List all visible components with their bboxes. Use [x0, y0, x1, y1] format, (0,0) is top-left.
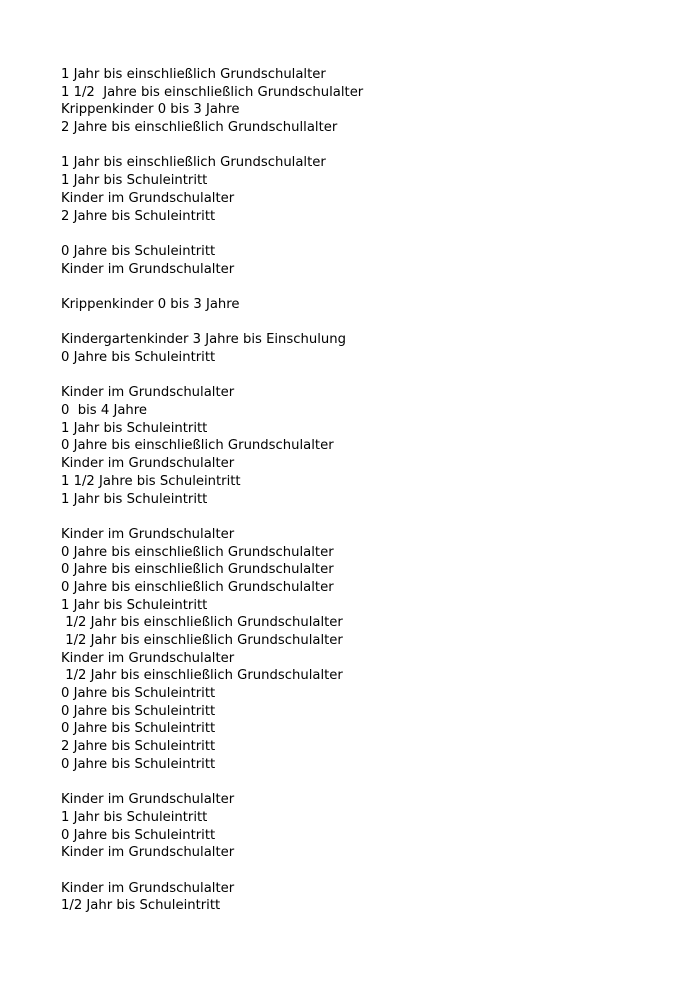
blank-line [61, 508, 661, 526]
document-text-body [61, 66, 661, 915]
text-line: 1 Jahr bis einschließlich Grundschulalter [61, 67, 326, 82]
text-line: 1 1/2 Jahre bis Schuleintritt [61, 473, 241, 489]
text-line: 1/2 Jahr bis einschließlich Grundschulalter [61, 633, 343, 648]
text-line: 1 Jahr bis Schuleintritt [61, 491, 208, 507]
text-line: 0 Jahre bis Schuleintritt [61, 721, 216, 737]
text-line: Krippenkinder 0 bis 3 Jahre [61, 102, 240, 118]
text-line: 2 Jahre bis Schuleintritt [61, 739, 216, 755]
text-line: 1/2 Jahr bis einschließlich Grundschulalter [61, 615, 343, 631]
text-line: 0 Jahre bis einschließlich Grundschulalter [61, 562, 334, 578]
text-line: Kinder im Grundschulalter [61, 526, 235, 542]
text-line: 0 Jahre bis Schuleintritt [61, 703, 216, 719]
text-line: 0 Jahre bis Schuleintritt [61, 756, 216, 772]
text-line: Kinder im Grundschulalter [61, 792, 235, 808]
text-line: Kinder im Grundschulalter [61, 845, 235, 861]
text-line: 1/2 Jahr bis einschließlich Grundschulalter [61, 668, 343, 684]
blank-line [61, 137, 661, 155]
blank-line [61, 225, 661, 243]
text-line: Kinder im Grundschulalter [61, 456, 235, 472]
text-line: 1 Jahr bis Schuleintritt [61, 420, 208, 436]
text-line: Kinder im Grundschulalter [61, 190, 235, 206]
blank-line [61, 774, 661, 792]
text-line: 1 Jahr bis einschließlich Grundschulalter [61, 155, 326, 171]
text-line: 0 Jahre bis einschließlich Grundschulalter [61, 544, 334, 560]
text-line: 0 Jahre bis Schuleintritt [61, 243, 216, 259]
text-line: 1 Jahr bis Schuleintritt [61, 597, 208, 613]
text-line: Kinder im Grundschulalter [61, 880, 235, 896]
text-line: Kinder im Grundschulalter [61, 385, 235, 401]
text-line: 0 Jahre bis Schuleintritt [61, 350, 216, 365]
text-line: 1 1/2 Jahre bis einschließlich Grundschulalter [61, 84, 364, 100]
text-line: 1 Jahr bis Schuleintritt [61, 809, 208, 825]
blank-line [61, 314, 661, 332]
text-line: 2 Jahre bis Schuleintritt [61, 208, 216, 224]
text-line: 1 Jahr bis Schuleintritt [61, 173, 208, 189]
text-line: 0 Jahre bis einschließlich Grundschulalter [61, 438, 334, 454]
text-line: 0 Jahre bis Schuleintritt [61, 686, 216, 702]
text-line: Krippenkinder 0 bis 3 Jahre [61, 296, 240, 312]
text-line: 0 bis 4 Jahre [61, 403, 148, 419]
text-line: 0 Jahre bis einschließlich Grundschulalter [61, 579, 334, 595]
text-line: Kinder im Grundschulalter [61, 261, 235, 277]
text-line: 1/2 Jahr bis Schuleintritt [61, 898, 221, 914]
blank-line [61, 862, 661, 880]
text-line: Kinder im Grundschulalter [61, 650, 235, 666]
blank-line [61, 278, 661, 296]
text-line: 0 Jahre bis Schuleintritt [61, 827, 216, 843]
text-line: 2 Jahre bis einschließlich Grundschullalter [61, 120, 338, 136]
blank-line [61, 367, 661, 385]
text-line: Kindergartenkinder 3 Jahre bis Einschulung [61, 332, 347, 348]
